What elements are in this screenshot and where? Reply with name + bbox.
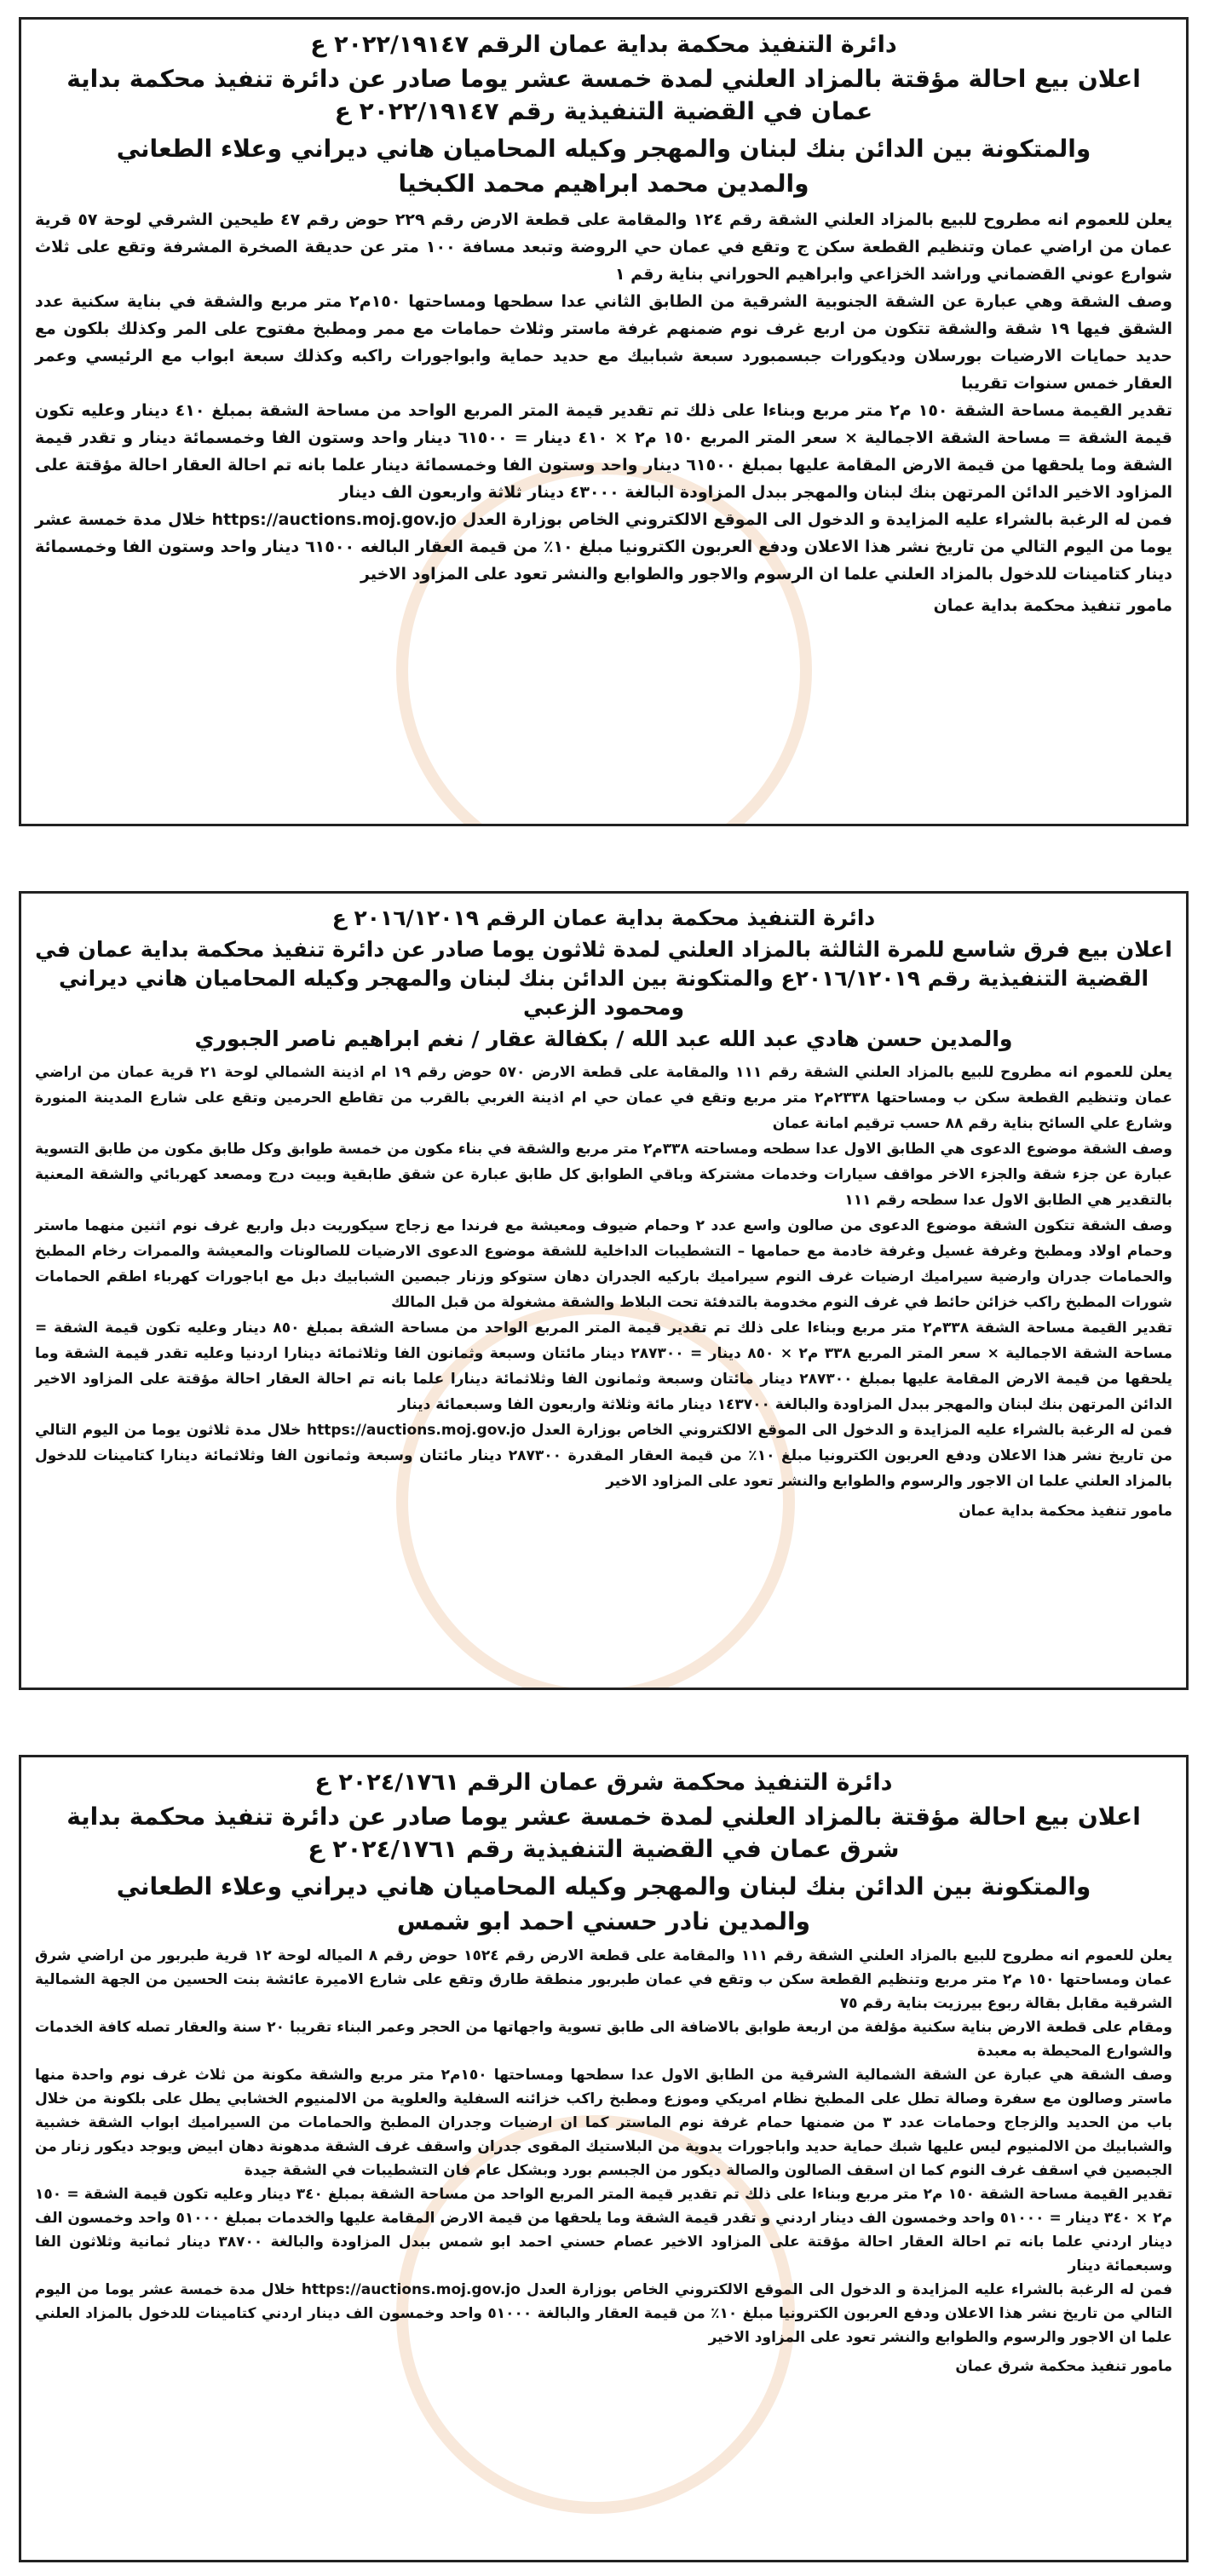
notice-3-body (21, 1944, 1186, 2349)
notice-2-paragraph: يعلن للعموم انه مطروح للبيع بالمزاد العلني الشقة رقم ١١١ والمقامة على قطعة الارض ٥٧٠ حوض رقم ١٩ ام اذينة الشمالي لوحة ٢١ قرية عمان من اراضي عمان وتنظيم القطعة سكن ب ومساحتها ٢٣٣٨م٢ متر مربع وتقع في عمان حي ام اذينة الغربي بالقرب من تقاطع الحرمين وتقع على شارع المدينة المنورة وشارع علي السائح بناية رقم ٨٨ حسب ترقيم امانة عمان (35, 1064, 1172, 1133)
notice-1-title-line-4: والمدين محمد ابراهيم محمد الكبخيا (398, 170, 809, 198)
notice-2-paragraph: وصف الشقة موضوع الدعوى هي الطابق الاول عدا سطحه ومساحته ٣٣٨م٢ متر مربع والشقة في بناء مكون من خمسة طوابق وكل طابق مكون من طابق التسوية عبارة عن جزء شقة والجزء الاخر مواقف سيارات وخدمات مشتركة وباقي الطوابق كل طابق عبارة عن شقق طابقية وبيت درج ومصعد كهربائي والشقة المعنية بالتقدير هي الطابق الاول عدا سطحه رقم ١١١ (35, 1141, 1172, 1210)
notice-2-body (21, 1060, 1186, 1494)
notice-1-body (21, 206, 1186, 588)
notice-2 (19, 891, 1189, 1690)
notice-1-title-line-1: دائرة التنفيذ محكمة بداية عمان الرقم ٢٠٢٢/١٩١٤٧ ع (310, 32, 897, 58)
notice-2-title-line-1: دائرة التنفيذ محكمة بداية عمان الرقم ٢٠١٦/١٢٠١٩ ع (331, 906, 876, 930)
notice-3-title-line-2: اعلان بيع احالة مؤقتة بالمزاد العلني لمدة خمسة عشر يوما صادر عن دائرة تنفيذ محكمة بداية شرق عمان في القضية التنفيذية رقم ٢٠٢٤/١٧٦١ ع (66, 1803, 1141, 1863)
notice-2-title-line-3: والمدين حسن هادي عبد الله عبد الله / بكفالة عقار / نغم ابراهيم ناصر الجبوري (194, 1026, 1013, 1052)
notice-3-title-line-1: دائرة التنفيذ محكمة شرق عمان الرقم ٢٠٢٤/١٧٦١ ع (314, 1769, 893, 1796)
notice-1 (19, 17, 1189, 826)
notice-1-paragraph: وصف الشقة وهي عبارة عن الشقة الجنوبية الشرقية من الطابق الثاني عدا سطحها ومساحتها ١٥٠م٢ متر مربع والشقة في بناية سكنية عدد الشقق فيها ١٩ شقة والشقة تتكون من اربع غرف نوم ضمنهم غرفة ماستر وثلاث حمامات مع ممر ومطبخ مفتوح على المر وكذلك بلكون مع حديد حمايات الارضيات بورسلان وديكورات جبسمبورد سبعة شبابيك مع حديد حماية وابواجورات راكبه وكذلك سبعة ابواب مع الرئيسي وعمر العقار خمس سنوات تقريبا (35, 292, 1172, 394)
notice-3-paragraph: ومقام على قطعة الارض بناية سكنية مؤلفة من اربعة طوابق بالاضافة الى طابق تسوية واجهاتها من الحجر وعمر البناء تقريبا ٢٠ سنة والعقار تصله كافة الخدمات والشوارع المحيطة به معبدة (35, 2019, 1172, 2061)
notice-2-signature: مامور تنفيذ محكمة بداية عمان (959, 1503, 1172, 1521)
notice-1-paragraph: تقدير القيمة مساحة الشقة ١٥٠ م٢ متر مربع وبناءا على ذلك تم تقدير قيمة المتر المربع الواحد من مساحة الشقة بمبلغ ٤١٠ دينار وعليه تكون قيمة الشقة = مساحة الشقة الاجمالية × سعر المتر المربع ١٥٠ م٢ × ٤١٠ دينار = ٦١٥٠٠ دينار واحد وستون الفا وخمسمائة دينار و تقدر قيمة الشقة وما يلحقها من قيمة الارض المقامة عليها بمبلغ ٦١٥٠٠ دينار واحد وستون الفا وخمسمائة دينار علما بانه تم احالة العقار احالة مؤقتة على المزاود الاخير الدائن المرتهن بنك لبنان والمهجر ببدل المزاودة البالغة ٤٣٠٠٠ دينار ثلاثة واربعون الف دينار (35, 401, 1172, 503)
notice-3-title-line-4: والمدين نادر حسني احمد ابو شمس (396, 1907, 811, 1936)
notice-1-title-line-2: اعلان بيع احالة مؤقتة بالمزاد العلني لمدة خمسة عشر يوما صادر عن دائرة تنفيذ محكمة بداية عمان في القضية التنفيذية رقم ٢٠٢٢/١٩١٤٧ ع (66, 65, 1141, 125)
notice-3-paragraph: فمن له الرغبة بالشراء عليه المزايدة و الدخول الى الموقع الالكتروني الخاص بوزارة العدل https://auctions.moj.gov.jo خلال مدة خمسة عشر يوما من اليوم التالي من تاريخ نشر هذا الاعلان ودفع العربون الكترونيا مبلغ ١٠٪ من قيمة العقار والبالغة ٥١٠٠٠ واحد وخمسون الف دينار اردني كتامينات للدخول بالمزاد العلني علما ان الاجور والرسوم والطوابع والنشر تعود على المزاود الاخير (35, 2281, 1173, 2347)
notice-1-signature: مامور تنفيذ محكمة بداية عمان (933, 596, 1172, 616)
notice-1-title-line-3: والمتكونة بين الدائن بنك لبنان والمهجر وكيله المحاميان هاني ديراني وعلاء الطعاني (116, 134, 1091, 163)
notice-3-title-line-3: والمتكونة بين الدائن بنك لبنان والمهجر وكيله المحاميان هاني ديراني وعلاء الطعاني (116, 1872, 1091, 1900)
notice-3-paragraph: وصف الشقة هي عبارة عن الشقة الشمالية الشرقية من الطابق الاول عدا سطحها ومساحتها ١٥٠م٢ متر مربع والشقة مكونة من ثلاث غرف نوم واحدة منها ماستر وصالون مع سفرة وصالة تطل على المطبخ نظام امريكي وموزع ومطبخ راكب خزائنه السفلية والعلوية من الالمنيوم الخشابي يطل على بلكونة من خلال باب من الحديد والزجاج وحمامات عدد ٣ من ضمنها حمام غرفة نوم الماستر كما ان ارضيات وجدران المطبخ والحمامات من السيراميك ابواب الشقة خشبية والشبابيك من الالمنيوم ليس عليها شبك حماية حديد واباجورات يدوية من البلاستيك المقوى جدران واسقف غرف الشقة مدهونة دهان ابيض ويوجد ديكور زنار من الجبصين في اسقف غرف النوم كما ان اسقف الصالون والصالة ديكور من الجبسم بورد وبشكل عام فان التشطيبات في الشقة جيدة (35, 2067, 1172, 2180)
notice-3-paragraph: تقدير القيمة مساحة الشقة ١٥٠ م٢ متر مربع وبناءا على ذلك تم تقدير قيمة المتر المربع الواحد من مساحة الشقة بمبلغ ٣٤٠ دينار وعليه تكون قيمة الشقة = ١٥٠ م٢ × ٣٤٠ دينار = ٥١٠٠٠ واحد وخمسون الف دينار اردني و تقدر قيمة الشقة وما يلحقها من قيمة الارض المقامة عليها والخدمات بمبلغ ٥١٠٠٠ واحد وخمسون الف دينار اردني علما بانه تم احالة العقار احالة مؤقتة على المزاود الاخير عصام حسني احمد ابو شمس ببدل المزاودة والبالغة ٣٨٧٠٠ دينار ثمانية وثلاثون الفا وسبعمائة دينار (35, 2186, 1172, 2275)
notice-1-paragraph: فمن له الرغبة بالشراء عليه المزايدة و الدخول الى الموقع الالكتروني الخاص بوزارة العدل https://auctions.moj.gov.jo خلال مدة خمسة عشر يوما من اليوم التالي من تاريخ نشر هذا الاعلان ودفع العربون الكترونيا مبلغ ١٠٪ من قيمة العقار البالغه ٦١٥٠٠ دينار واحد وستون الفا وخمسمائة دينار كتامينات للدخول بالمزاد العلني علما ان الرسوم والاجور والطوابع والنشر تعود على المزاود الاخير (35, 510, 1173, 584)
notice-2-paragraph: تقدير القيمة مساحة الشقة ٣٣٨م٢ متر مربع وبناءا على ذلك تم تقدير قيمة المتر المربع الواحد من مساحة الشقة بمبلغ ٨٥٠ دينار وعليه تكون قيمة الشقة = مساحة الشقة الاجمالية × سعر المتر المربع ٣٣٨ م٢ × ٨٥٠ دينار = ٢٨٧٣٠٠ دينار مائتان وسبعة وثمانون الفا وثلاثمائة دينارا اردنيا وعليه تقدر قيمة الشقة وما يلحقها من قيمة الارض المقامة عليها بمبلغ ٢٨٧٣٠٠ دينار مائتان وسبعة وثمانون الفا وثلاثمائة دينارا علما بانه تم احالة العقار احالة مؤقتة على المزاود الاخير الدائن المرتهن بنك لبنان والمهجر ببدل المزاودة والبالغة ١٤٣٧٠٠ دينار مائة وثلاثة واربعون الفا وسبعمائة دينار (35, 1320, 1173, 1414)
notice-2-title (21, 894, 1186, 1051)
notice-1-title (21, 20, 1186, 198)
notice-2-paragraph: فمن له الرغبة بالشراء عليه المزايدة و الدخول الى الموقع الالكتروني الخاص بوزارة العدل https://auctions.moj.gov.jo خلال مدة ثلاثون يوما من اليوم التالي من تاريخ نشر هذا الاعلان ودفع العربون الكترونيا مبلغ ١٠٪ من قيمة العقار المقدرة ٢٨٧٣٠٠ دينار مائتان وسبعة وثمانون الفا وثلاثمائة دينارا كتامينات للدخول بالمزاد العلني علما ان الاجور والرسوم والطوابع والنشر تعود على المزاود الاخير (35, 1422, 1173, 1491)
notice-3 (19, 1755, 1189, 2562)
notice-3-signature: مامور تنفيذ محكمة شرق عمان (955, 2358, 1172, 2376)
notice-1-paragraph: يعلن للعموم انه مطروح للبيع بالمزاد العلني الشقة رقم ١٢٤ والمقامة على قطعة الارض رقم ٢٢٩ حوض رقم ٤٧ طيحين الشرقي لوحة ٥٧ قرية عمان من اراضي عمان وتنظيم القطعة سكن ج وتقع في عمان حي الروضة وتبعد مسافة ١٠٠ متر عن حديقة الصخرة المشرفة وتقع على ثلاث شوارع عوني القضماني وراشد الخزاعي وابراهيم الحوراني بناية رقم ١ (35, 210, 1172, 285)
notice-2-title-line-2: اعلان بيع فرق شاسع للمرة الثالثة بالمزاد العلني لمدة ثلاثون يوما صادر عن دائرة تنفيذ محكمة بداية عمان في القضية التنفيذية رقم ٢٠١٦/١٢٠١٩ع والمتكونة بين الدائن بنك لبنان والمهجر وكيله المحاميان هاني ديراني ومحمود الزعبي (35, 937, 1172, 1020)
notice-3-paragraph: يعلن للعموم انه مطروح للبيع بالمزاد العلني الشقة رقم ١١١ والمقامة على قطعة الارض رقم ١٥٢٤ حوض رقم ٨ المياله لوحة ١٢ قرية طبربور من اراضي شرق عمان ومساحتها ١٥٠ م٢ متر مربع وتنظيم القطعة سكن ب وتقع في عمان طبربور منطقة طارق وتقع على شارع الاميرة عائشة بنت الحسين من الجهة الشمالية الشرقية مقابل بقالة ربوع بيرزيت بناية رقم ٧٥ (35, 1947, 1172, 2013)
notice-2-paragraph: وصف الشقة تتكون الشقة موضوع الدعوى من صالون واسع عدد ٢ وحمام ضيوف ومعيشة مع فرندا مع زجاج سيكوريت دبل واربع غرف نوم اثنين منهما ماستر وحمام اولاد ومطبخ وغرفة غسيل وغرفة خادمة مع حمامها – التشطيبات الداخلية للشقة موضوع الدعوى الارضيات للصالونات والمعيشة والممرات رخام المطبخ والحمامات جدران وارضية سيراميك ارضيات غرف النوم سيراميك باركيه الجدران دهان ستوكو وزنار جبصين الشبابيك دبل مع اباجورات كهرباء اطقم الحمامات شورات المطبخ راكب خزائن حائط في غرف النوم مخدومة بالتدفئة تحت البلاط والشقة مشغولة من قبل المالك (35, 1217, 1172, 1312)
notice-3-title (21, 1757, 1186, 1935)
